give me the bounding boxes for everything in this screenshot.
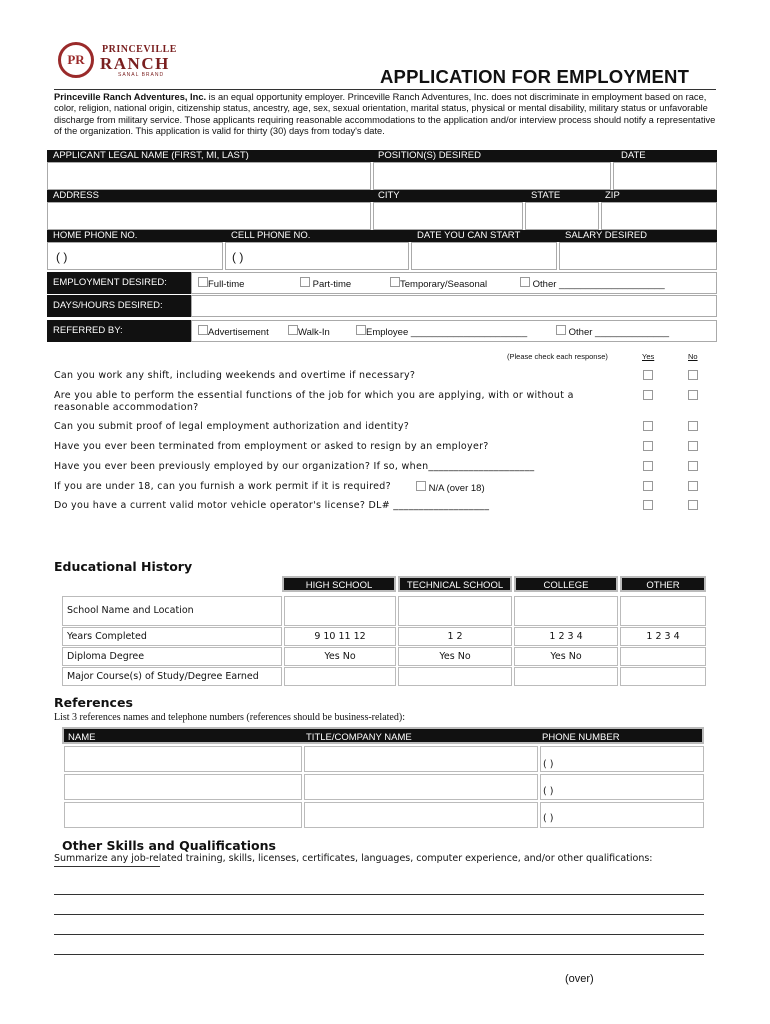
ref1-name[interactable] (64, 746, 302, 772)
references-header (62, 727, 704, 744)
logo-top-text: PRINCEVILLE (102, 44, 177, 55)
question-6: If you are under 18, can you furnish a work permit if it is required? (54, 481, 391, 492)
footer-over: (over) (565, 973, 594, 985)
cell-phone-input[interactable]: ( ) (225, 242, 409, 270)
label-cell-phone: CELL PHONE NO. (231, 230, 311, 241)
checkbox[interactable] (198, 277, 208, 287)
title-rule (54, 89, 716, 90)
edu-col-other: OTHER (620, 576, 706, 592)
option-label: Advertisement (208, 327, 269, 338)
ref3-name[interactable] (64, 802, 302, 828)
opt-part-time[interactable] (300, 277, 351, 290)
edu-years-college[interactable]: 1 2 3 4 (514, 627, 618, 646)
edu-row-years: Years Completed (62, 627, 282, 646)
check-note: (Please check each response) (507, 352, 608, 361)
na-label: N/A (over 18) (428, 483, 485, 494)
ref-other[interactable] (556, 325, 669, 338)
edu-major-college[interactable] (514, 667, 618, 686)
ref1-title[interactable] (304, 746, 538, 772)
option-label: Other ____________________ (532, 279, 665, 290)
ref-employee[interactable] (356, 325, 527, 338)
checkbox[interactable] (556, 325, 566, 335)
company-logo (58, 42, 183, 78)
no-header: No (688, 352, 698, 361)
q4-yes-checkbox[interactable] (643, 441, 653, 451)
q7-no-checkbox[interactable] (688, 500, 698, 510)
skills-line-2[interactable] (54, 914, 704, 915)
edu-diploma-tech[interactable]: Yes No (398, 647, 512, 666)
intro-paragraph (54, 92, 718, 137)
checkbox[interactable] (198, 325, 208, 335)
edu-diploma-hs[interactable]: Yes No (284, 647, 396, 666)
days-hours-label: DAYS/HOURS DESIRED: (47, 295, 717, 317)
logo-sub-text: SANAL BRAND (118, 72, 165, 78)
ref-col-title: TITLE/COMPANY NAME (306, 732, 412, 743)
checkbox[interactable] (288, 325, 298, 335)
start-date-input[interactable] (411, 242, 557, 270)
address-input[interactable] (47, 202, 371, 230)
references-instruction: List 3 references names and telephone numbers (references should be business-related): (54, 712, 405, 723)
label-date: DATE (621, 150, 646, 161)
city-input[interactable] (373, 202, 523, 230)
position-input[interactable] (373, 162, 611, 190)
question-3: Can you submit proof of legal employment authorization and identity? (54, 421, 410, 432)
edu-major-tech[interactable] (398, 667, 512, 686)
logo-seal: PR (58, 42, 94, 78)
edu-row-diploma: Diploma Degree (62, 647, 282, 666)
question-5: Have you ever been previously employed by our organization? If so, when_____________________ (54, 461, 535, 472)
q5-yes-checkbox[interactable] (643, 461, 653, 471)
ref-col-name: NAME (68, 732, 96, 743)
label-address: ADDRESS (53, 190, 99, 201)
references-heading: References (54, 695, 133, 710)
edu-col-college: COLLEGE (514, 576, 618, 592)
ref3-phone[interactable]: ( ) (540, 802, 704, 828)
edu-years-other[interactable]: 1 2 3 4 (620, 627, 706, 646)
checkbox[interactable] (520, 277, 530, 287)
ref2-name[interactable] (64, 774, 302, 800)
skills-line-3[interactable] (54, 934, 704, 935)
label-start-date: DATE YOU CAN START (417, 230, 521, 241)
page-title: APPLICATION FOR EMPLOYMENT (380, 66, 690, 87)
edu-row-school: School Name and Location (62, 596, 282, 626)
edu-col-technical: TECHNICAL SCHOOL (398, 576, 512, 592)
edu-major-hs[interactable] (284, 667, 396, 686)
ref1-phone[interactable]: ( ) (540, 746, 704, 772)
opt-temporary[interactable] (390, 277, 487, 290)
option-label: Walk-In (298, 327, 330, 338)
label-state: STATE (531, 190, 561, 201)
question-1: Can you work any shift, including weekends and overtime if necessary? (54, 370, 416, 381)
q1-no-checkbox[interactable] (688, 370, 698, 380)
intro-text: is an equal opportunity employer. Princeville Ranch Adventures, Inc. does not discriminate in employment based on race, color, religion, national origin, citizenship status, ancestry, age, sex, sexual orientation, marital status, physical or mental disability, military status or unfavorable discharge from military service. Those applicants requiring reasonable accommodations to the application and/or interview process should notify a representative of the organization. This application is valid for thirty (30) days from today's date. (54, 92, 716, 136)
question-4: Have you ever been terminated from employment or asked to resign by an employer? (54, 441, 489, 452)
q5-no-checkbox[interactable] (688, 461, 698, 471)
row1-header (47, 150, 717, 162)
ref2-phone[interactable]: ( ) (540, 774, 704, 800)
state-input[interactable] (525, 202, 599, 230)
checkbox[interactable] (390, 277, 400, 287)
date-input[interactable] (613, 162, 717, 190)
label-home-phone: HOME PHONE NO. (53, 230, 138, 241)
opt-other[interactable] (520, 277, 665, 290)
row2-header (47, 190, 717, 202)
q2-no-checkbox[interactable] (688, 390, 698, 400)
employment-desired-label: EMPLOYMENT DESIRED: (47, 272, 191, 294)
skills-instruction: Summarize any job-related training, skills, licenses, certificates, languages, computer experience, and/or other qualifications: (54, 853, 653, 864)
edu-col-high-school: HIGH SCHOOL (282, 576, 396, 592)
edu-diploma-college[interactable]: Yes No (514, 647, 618, 666)
q4-no-checkbox[interactable] (688, 441, 698, 451)
na-option[interactable] (416, 481, 485, 494)
skills-line-4[interactable] (54, 954, 704, 955)
opt-full-time[interactable] (198, 277, 244, 290)
q1-yes-checkbox[interactable] (643, 370, 653, 380)
q2-yes-checkbox[interactable] (643, 390, 653, 400)
option-label: Temporary/Seasonal (400, 279, 488, 290)
label-salary: SALARY DESIRED (565, 230, 648, 241)
skills-line-0[interactable] (54, 866, 160, 867)
option-label: Part-time (312, 279, 352, 290)
ref2-title[interactable] (304, 774, 538, 800)
q3-no-checkbox[interactable] (688, 421, 698, 431)
q6-yes-checkbox[interactable] (643, 481, 653, 491)
checkbox[interactable] (416, 481, 426, 491)
label-position: POSITION(S) DESIRED (378, 150, 481, 161)
q7-yes-checkbox[interactable] (643, 500, 653, 510)
label-zip: ZIP (605, 190, 620, 201)
salary-input[interactable] (559, 242, 717, 270)
checkbox[interactable] (300, 277, 310, 287)
edu-years-tech[interactable]: 1 2 (398, 627, 512, 646)
education-heading: Educational History (54, 559, 193, 574)
ref-walk-in[interactable] (288, 325, 330, 338)
edu-row-major: Major Course(s) of Study/Degree Earned (62, 667, 282, 686)
q3-yes-checkbox[interactable] (643, 421, 653, 431)
option-label: Full-time (208, 279, 245, 290)
edu-school-other[interactable] (620, 596, 706, 626)
home-phone-input[interactable]: ( ) (47, 242, 223, 270)
question-2: Are you able to perform the essential functions of the job for which you are applying, with or without a reasonable accommodation? (54, 390, 574, 413)
q6-no-checkbox[interactable] (688, 481, 698, 491)
zip-input[interactable] (601, 202, 717, 230)
edu-school-hs[interactable] (284, 596, 396, 626)
edu-years-hs[interactable]: 9 10 11 12 (284, 627, 396, 646)
ref3-title[interactable] (304, 802, 538, 828)
row3-header (47, 230, 717, 242)
logo-main-text: RANCH (100, 54, 170, 73)
edu-school-tech[interactable] (398, 596, 512, 626)
days-hours-input[interactable] (191, 295, 717, 317)
ref-advertisement[interactable] (198, 325, 269, 338)
skills-heading: Other Skills and Qualifications (62, 838, 276, 853)
ref-col-phone: PHONE NUMBER (542, 732, 620, 743)
yes-header: Yes (642, 352, 655, 361)
label-name: APPLICANT LEGAL NAME (FIRST, MI, LAST) (53, 150, 249, 161)
referred-by-label: REFERRED BY: (47, 320, 191, 342)
option-label: Other ______________ (568, 327, 670, 338)
skills-line-1[interactable] (54, 894, 704, 895)
option-label: Employee ______________________ (366, 327, 528, 338)
label-city: CITY (378, 190, 400, 201)
edu-school-college[interactable] (514, 596, 618, 626)
question-7: Do you have a current valid motor vehicle operator's license? DL# ___________________ (54, 500, 490, 511)
checkbox[interactable] (356, 325, 366, 335)
edu-major-other[interactable] (620, 667, 706, 686)
edu-diploma-other[interactable] (620, 647, 706, 666)
name-input[interactable] (47, 162, 371, 190)
intro-company: Princeville Ranch Adventures, Inc. (54, 92, 207, 102)
